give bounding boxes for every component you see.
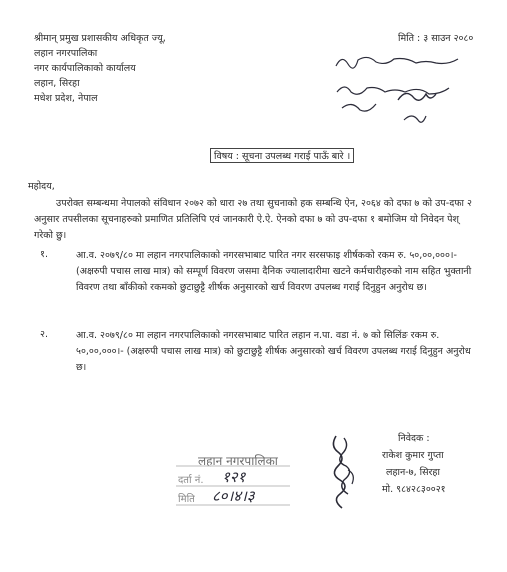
addressee-line-2: लहान नगरपालिका [34,48,98,59]
stamp-reg-number: १२१ [222,468,246,486]
stamp-reg-label: दर्ता नं. [178,475,204,486]
item-1-number: १. [40,249,48,260]
stamp-date-number: ८०।४।३ [212,487,255,505]
item-1-text: आ.व. २०७९/८० मा लहान नगरपालिकाको नगरसभाबाट पारित नगर सरसफाइ शीर्षकको रकम रु. ५०,००,०००।- (अक्षरुपी पचास लाख मात्र) को सम्पूर्ण विवरण जसमा दैनिक ज्यालादारीमा खटने कर्मचारीहरुको नाम सहित भुक्तानी विवरण तथा बाँकीको रकमको छुटाछुट्टै शीर्षक अनुसारको खर्च विवरण उपलब्ध गराई दिनुहुन अनुरोध छ। [76,250,472,293]
addressee-line-1: श्रीमान् प्रमुख प्रशासकीय अधिकृत ज्यू, [34,33,166,44]
addressee-line-5: मधेश प्रदेश, नेपाल [34,93,98,104]
letter-date: मिति : ३ साउन २०८० [398,33,474,44]
applicant-address: लहान-७, सिरहा [386,467,440,478]
item-2-text: आ.व. २०७९/८० मा लहान नगरपालिकाको नगरसभाबाट पारित लहान न.पा. वडा नं. ७ को सिलिंङ रकम रु. ५०,००,०००।- (अक्षरुपी पचास लाख मात्र) को छुटाछुट्टै शीर्षक अनुसारको खर्च विवरण उपलब्ध गराई दिनुहुन अनुरोध छ। [76,330,471,373]
stamp-office-name: लहान नगरपालिका [198,454,278,468]
item-2-number: २. [40,329,48,340]
addressee-line-4: लहान, सिरहा [34,78,80,89]
subject-line: विषय : सूचना उपलब्ध गराई पाऊँ बारे । [210,148,354,163]
applicant-phone: मो. ९८४२८३००२१ [382,484,446,495]
addressee-line-3: नगर कार्यपालिकाको कार्यालय [34,63,136,74]
stamp-date-label: मिति [178,494,195,505]
applicant-name: राकेश कुमार गुप्ता [382,450,444,461]
salutation: महोदय, [28,181,55,192]
intro-paragraph: उपरोक्त सम्बन्धमा नेपालको संविधान २०७२ को धारा २७ तथा सुचनाको हक सम्बन्धि ऐन, २०६४ को दफा ७ को उप-दफा २ अनुसार तपसीलका सूचनाहरुको प्रमाणित प्रतिलिपि एवं जानकारी ऐ.ऐ. ऐनको दफा ७ को उप-दफा १ बमोजिम यो निवेदन पेश् गरेको छु। [34,198,472,241]
applicant-label: निवेदक : [398,433,430,444]
